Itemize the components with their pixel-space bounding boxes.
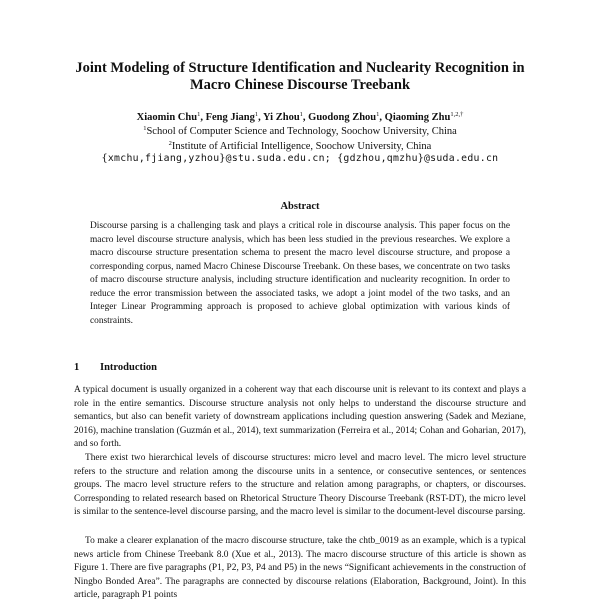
author-affiliation-mark: 1 [376, 111, 380, 118]
affiliation-text: School of Computer Science and Technology, Soochow University, China [146, 126, 457, 137]
author-name: Yi Zhou [262, 112, 300, 123]
intro-paragraph-1: A typical document is usually organized in a coherent way that each discourse unit is relevant to its context and plays a role in the entire semantics. Discourse structure analysis not only helps to understand the discourse structure and semantics, but also can benefit variety of downstream applications including question answering (Sadek and Meziane, 2016), machine translation (Guzmán et al., 2014), text summarization (Ferreira et al., 2014; Cohan and Goharian, 2017), and so forth. [74, 385, 526, 449]
title-line-1: Joint Modeling of Structure Identification and Nuclearity Recognition in [75, 60, 525, 76]
author-separator: , [379, 112, 385, 123]
author-name: Xiaomin Chu [136, 112, 198, 123]
affiliation-mark: 2 [168, 140, 172, 147]
affiliation-2 [30, 137, 570, 153]
section-number: 1 [74, 362, 80, 373]
author-affiliation-mark: 1 [254, 111, 259, 118]
intro-paragraph-3: To make a clearer explanation of the macro discourse structure, take the chtb_0019 as an example, which is a typical news article from Chinese Treebank 8.0 (Xue et al., 2013). The macro discourse structure of this article is shown as Figure 1. There are five paragraphs (P1, P2, P3, P4 and P5) in the news “Significant achievements in the construction of Ningbo Bonded Area”. The paragraphs are connected by discourse relations (Elaboration, Background, Joint). In this article, paragraph P1 points [74, 536, 526, 600]
author-affiliation-mark: 1 [197, 111, 201, 118]
title-line-2: Macro Chinese Discourse Treebank [189, 77, 411, 93]
abstract-text: Discourse parsing is a challenging task and plays a critical role in discourse analysis. This paper focus on the macro level discourse structure analysis, which has been less studied in the previous researches. We explore a macro discourse structure presentation schema to present the macro level discourse structure, and propose a corresponding corpus, named Macro Chinese Discourse Treebank. On these bases, we concentrate on two tasks of macro discourse structure analysis, including structure identification and nuclearity recognition. In order to reduce the error transmission between the associated tasks, we adopt a joint model of the two tasks, and an Integer Linear Programming approach is proposed to achieve global optimization with various kinds of constraints. [90, 221, 510, 326]
section-title: Introduction [100, 362, 157, 373]
author-separator: , [200, 112, 206, 123]
author-affiliation-mark: 1,2,† [450, 111, 464, 118]
affiliation-text: Institute of Artificial Intelligence, Soochow University, China [171, 141, 432, 152]
paper-title [40, 60, 560, 94]
author-emails: {xmchu,fjiang,yzhou}@stu.suda.edu.cn; {gdzhou,qmzhu}@suda.edu.cn [101, 153, 499, 164]
abstract-heading: Abstract [280, 201, 320, 212]
author-separator: , [302, 112, 309, 123]
author-name: Guodong Zhou [308, 112, 377, 123]
section-heading-introduction [74, 362, 157, 373]
author-name: Feng Jiang [205, 112, 255, 123]
intro-paragraph-2: There exist two hierarchical levels of discourse structures: micro level and macro level. The micro level structure refers to the structure and relation among the discourse units in a sentence, or consecutive sentences, or sentences groups. The macro level structure refers to the structure and relation among paragraphs, or chapters, or discourses. Corresponding to related research based on Rhetorical Structure Theory Discourse Treebank (RST-DT), the micro level is similar to the sentence-level discourse parsing, and the macro level is similar to the document-level discourse parsing. [74, 453, 526, 517]
author-name: Qiaoming Zhu [384, 112, 451, 123]
affiliation-1 [30, 122, 570, 138]
author-affiliation-mark: 1 [299, 111, 303, 118]
author-separator: , [258, 112, 263, 123]
affiliation-mark: 1 [143, 125, 147, 132]
